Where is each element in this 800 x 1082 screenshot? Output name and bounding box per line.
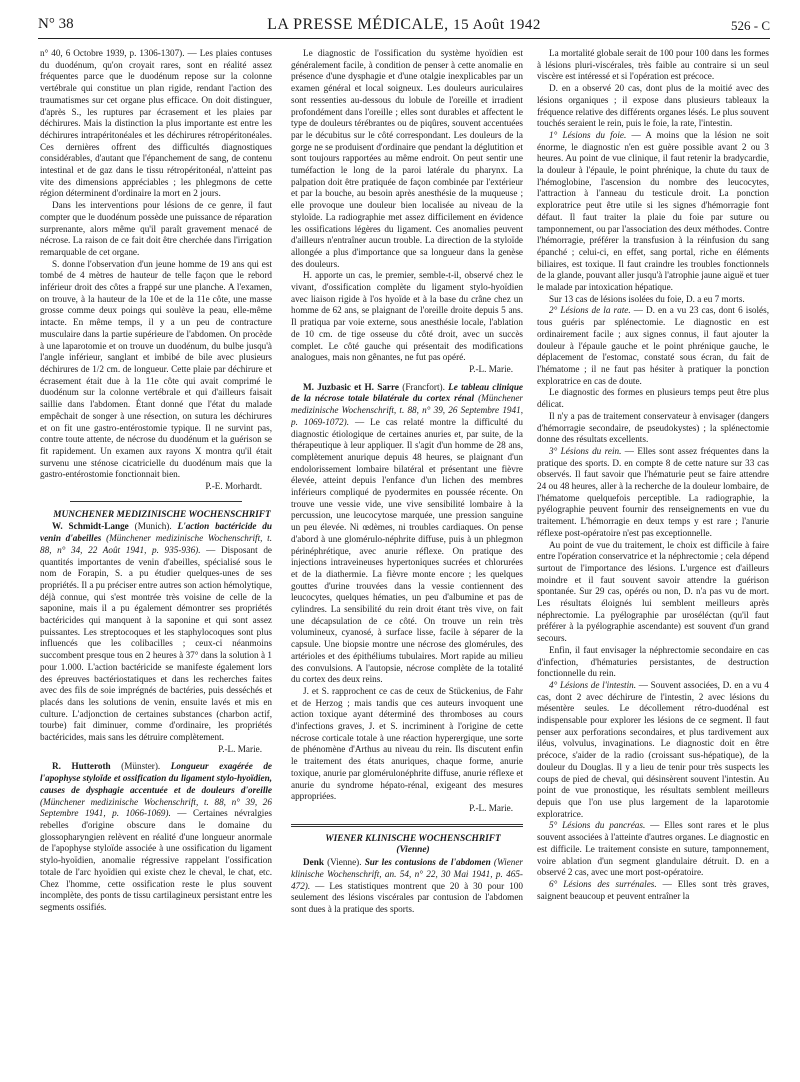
paragraph: Le diagnostic des formes en plusieurs temps peut être plus délicat. (537, 387, 769, 410)
paragraph: Il n'y a pas de traitement conservateur à envisager (dangers d'hémorragie secondaire, de pseudokystes) ; la splénectomie donne des résultats excellents. (537, 410, 769, 445)
lesion-heading: 5° Lésions du pancréas. (549, 820, 646, 831)
article-city: (Munich). (128, 521, 178, 532)
article-text: — Certaines névralgies rebelles d'origine obscure dans le domaine du glossopharyngien relèvent en réalité d'une longueur anormale de l'apophyse styloïde associée à une ossification du ligament stylo-hyoïdien, anomalie régressive rappelant l'ossification totale de l'arc hyoïdien qui existe chez le cheval, le chat, etc. Chez l'homme, cette ossification reste le plus souvent incomplète, des ponts de tissu cartilagineux persistant entre les segments ossifiés. (40, 808, 272, 912)
article-abstract (40, 521, 272, 743)
lesion-section (537, 820, 769, 879)
paragraph: Au point de vue du traitement, le choix est difficile à faire entre l'opération conservatrice et la néphrectomie ; cela dépend surtout de l'importance des lésions. L'urgence est d'ailleurs moindre et il faut souvent savoir attendre la guérison spontanée. Sur 29 cas, opérés ou non, D. n'a pas vu de mort. Les résultats éloignés lui semblent meilleurs après néphrectomie. La pyélographie par uroséléctan (qu'il faut préférer à la pyélographie ascendante) est souvent d'un grand secours. (537, 539, 769, 644)
paragraph: Sur 13 cas de lésions isolées du foie, D. a eu 7 morts. (549, 293, 745, 304)
lesion-text: — Souvent associées, D. en a vu 4 cas, dont 2 avec déchirure de l'intestin, 2 avec lésions du mésentère seules. Le décollement rétro-duodénal est indispensable pour explorer les lésions de ce segment. Il faut penser aux perforations secondaires, et plus tardivement aux iléus, volvulus, invaginations. Le diagnostic doit en être précoce, s'aider de la radio (croissant sus-hépatique), de la douleur du Douglas. Il y a lieu de tenir pour très suspects les coups de pied de cheval, qui désinsèrent souvent l'intestin. Au point de vue pronostique, les résultats semblent meilleurs depuis que l'on use plus largement de la laparotomie exploratrice. (537, 679, 769, 819)
article-author: M. Juzbasic et H. Sarre (303, 381, 400, 392)
article-reference: (Wiener klinische Wochenschrift, an. 54, n° 22, 30 Mai 1941, p. 465-472). (291, 857, 523, 891)
lesion-text: — Elles sont rares et le plus souvent associées à l'atteinte d'autres organes. Le diagnostic en est difficile. Le traitement consiste en suture, tamponnement, voire ablation d'un segment glandulaire détruit. D. en a observé 2 cas, avec une mort post-opératoire. (537, 820, 769, 878)
divider (70, 501, 242, 502)
signature: P.-L. Marie. (469, 803, 513, 813)
paragraph: La mortalité globale serait de 100 pour 100 dans les formes à lésions pluri-viscérales, très faible au contraire si un seul viscère est intéressé et si l'opération est précoce. (537, 48, 769, 82)
paragraph: Enfin, il faut envisager la néphrectomie secondaire en cas d'infection, d'hématuries persistantes, de destruction fonctionnelle du rein. (537, 644, 769, 679)
paragraph: n° 40, 6 Octobre 1939, p. 1306-1307). — Les plaies contuses du duodénum, qu'on croyait rares, sont en réalité assez fréquentes parce que le duodénum repose sur la colonne vertébrale qui constitue un plan rigide, rendant l'action des traumatismes sur cet organe plus efficace. On doit distinguer, d'après S., les ruptures par écrasement et les plaies par déchirures. Mais la distinction la plus importante est entre les déchirures intrapéritonéales et les déchirures rétropéritonéales. Ces dernières offrent des difficultés diagnostiques considérables, d'autant que l'épanchement de sang, de contenu intestinal et de gaz dans le tissu rétropéritonéal, n'atteint pas vite des dimensions appréciables ; les phlegmons de cette région déterminent d'ordinaire la mort en 2 jours. (40, 48, 272, 199)
section-heading: WIENER KLINISCHE WOCHENSCHRIFT (325, 833, 501, 844)
lesion-section (537, 130, 769, 294)
lesion-text: — A moins que la lésion ne soit énorme, le diagnostic n'en est guère possible avant 2 ou 3 heures. Au point de vue clinique, il faut retenir la bradycardie, la douleur à l'épaule, le point phrénique, la chute du taux de l'hémoglobine, l'ascension du nombre des leucocytes, l'attraction à l'anneau du testicule droit. La ponction exploratrice peut être utile si les signes d'hémorragie font défaut. Il faut traiter la plaie du foie par suture ou tamponnement, ou par l'association des deux méthodes. Contre l'hémorragie, préférer la transfusion à la réinfusion du sang épanché ; celui-ci, en effet, sang portal, riche en éléments biliaires, est toxique. Il faut craindre les troubles fonctionnels de la glande, pouvant aller jusqu'à l'atrophie jaune aiguë et tuer le malade par intoxication hépatique. (537, 129, 769, 293)
article-city: (Vienne). (323, 857, 365, 868)
article-text: — Les statistiques montrent que 20 à 30 pour 100 seulement des lésions viscérales par contusion de l'abdomen sont dues à la pratique des sports. (291, 880, 523, 914)
lesion-text: — Elles sont très graves, saignent beaucoup et peuvent entraîner la (537, 878, 769, 901)
article-author: Denk (303, 857, 324, 868)
column-middle (291, 48, 523, 1068)
column-left (40, 48, 272, 1068)
lesion-text: — Elles sont assez fréquentes dans la pratique des sports. D. en compte 8 de cette nature sur 33 cas observés. Il faut savoir que l'hématurie peut se faire attendre 24 ou 48 heures, aller à la recherche de la douleur lombaire, de l'hématome quelquefois perceptible. La radiographie, la pyélographie peuvent fournir des renseignements en vue du traitement. L'hémorragie en deux temps y est rare ; l'anurie réflexe post-opératoire n'est pas exceptionnelle. (537, 445, 769, 538)
lesion-section (537, 680, 769, 820)
article-text: — Le cas relaté montre la difficulté du diagnostic étiologique de certaines anuries et, par suite, de la thérapeutique à leur appliquer. Il s'agit d'un homme de 28 ans, complètement anurique depuis 48 heures, se plaignant d'un endolorissement lombaire bilatéral et présentant une fièvre élevée, atteint depuis l'enfance d'un lichen des membres inférieurs compliqué de pyodermites en poussée récente. On trouve une vessie vide, une vive sensibilité lombaire à la percussion, une leucocytose marquée, une pression sanguine un peu élevée. Ni œdèmes, ni troubles cardiaques. On pense d'abord à une glomérulo-néphrite diffuse, puis à un phlegmon périnéphrétique, avec anurie réflexe. On pratique des injections intraveineuses hypertoniques sucrées et chlorurées et de la diathermie. La fièvre monte encore ; les quelques gouttes d'urine trouvées dans la vessie contiennent des leucocytes, quelques hématies, un peu d'albumine et pas de cylindres. La sensibilité du rein droit étant très vive, on fait une décapsulation de ce côté. On trouve un rein très volumineux, cyanosé, à surface lisse, facile à séparer de la capsule. Une biopsie montre une nécrose des glomérules, des artérioles et des épithéliums tubulaires. Mort rapide au milieu des convulsions. A l'autopsie, nécrose complète de la totalité du cortex des deux reins. (291, 416, 523, 685)
paragraph: D. en a observé 20 cas, dont plus de la moitié avec des lésions organiques ; il expose dans plusieurs tableaux la fréquence relative des différents organes lésés. Le plus souvent touchés seraient le rein, puis le foie, la rate, l'intestin. (537, 83, 769, 129)
lesion-section (537, 879, 769, 902)
signature: P.-E. Morhardt. (205, 481, 262, 492)
section-heading: MUNCHENER MEDIZINISCHE WOCHENSCHRIFT (53, 509, 271, 520)
article-abstract (291, 382, 523, 686)
page-number: N° 38 (38, 16, 74, 32)
column-right (537, 48, 769, 1068)
article-title: Le tableau clinique de la nécrose totale bilatérale du cortex rénal (291, 381, 523, 404)
article-reference: (Münchener medizinische Wochenschrift, t. 88, n° 39, 26 Septembre 1941, p. 1066-1069). (40, 796, 272, 819)
lesion-heading: 3° Lésions du rein. (549, 445, 622, 456)
lesion-heading: 4° Lésions de l'intestin. (549, 679, 637, 690)
article-city: (Francfort). (399, 381, 449, 392)
divider (291, 824, 523, 827)
lesion-text: — D. en a vu 23 cas, dont 6 isolés, tous guéris par splénectomie. Le diagnostic en est ordinairement facile ; aux signes connus, il faut ajouter la douleur à l'épaule gauche et le point phrénique gauche, le déplacement de l'estomac, constaté sous écran, du fait de l'hématome ; il ne faut pas hésiter à pratiquer la ponction exploratrice en cas de doute. (537, 305, 769, 386)
lesion-section (537, 305, 769, 387)
article-title: Sur les contusions de l'abdomen (364, 857, 491, 868)
section-subheading: (Vienne) (396, 845, 430, 856)
issue-date: 15 Août 1942 (453, 17, 541, 33)
paragraph: H. apporte un cas, le premier, semble-t-il, observé chez le vivant, d'ossification complète du ligament stylo-hyoïdien avec liaison rigide à l'os hyoïde et à la base du crâne chez un homme de 62 ans, se plaignant de l'oreille droite depuis 5 ans. Il pratiqua par voie externe, sous anesthésie locale, l'ablation de 10 cm. de tige osseuse du côté droit, avec un succès complet. Le côté gauche qui présentait des modifications analogues, mais non gênantes, ne fut pas opéré. (291, 270, 523, 363)
article-title: L'action bactéricide du venin d'abeilles (40, 521, 272, 544)
paragraph: J. et S. rapprochent ce cas de ceux de Stückenius, de Fahr et de Herzog ; mais tandis que ces auteurs invoquent une action toxique ayant déterminé des thromboses au cours d'infections graves, J. et S. incriminent à l'origine de cette nécrose corticale totale à une réaction hyperergique, une sorte de phénomène d'Arthus au niveau du rein. Ils discutent enfin le traitement des états anuriques, chaque forme, anurie toxique, anurie par glomérulonéphrite diffuse, anurie réflexe et anurie du syndrome hépato-rénal, exigeant des mesures appropriées. (291, 685, 523, 802)
lesion-heading: 1° Lésions du foie. (549, 129, 627, 140)
running-title (38, 16, 770, 34)
journal-name: LA PRESSE MÉDICALE, (267, 16, 449, 33)
article-author: W. Schmidt-Lange (52, 521, 129, 532)
article-abstract (291, 857, 523, 916)
lesion-heading: 2° Lésions de la rate. (549, 305, 631, 316)
article-reference: (Münchener medizinische Wochenschrift, t. 88, n° 39, 26 Septembre 1941, p. 1069-1072). (291, 393, 523, 427)
article-city: (Münster). (110, 761, 171, 772)
article-text: — Disposant de quantités importantes de venin d'abeilles, spécialisé sous le nom de Forapin, S. a pu étudier quelques-unes de ses propriétés. Il a pu préciser entre autres son action hémolytique, déjà connue, qui s'est montrée très voisine de celle de la saponine, mais il a pu également démontrer ses propriétés bactéricides qui manquent à la saponine et qui sont assez puissantes. Les streptocoques et les staphylocoques sont plus influencés que les colibacilles ; ceux-ci néanmoins succombent presque tous en 2 heures à 37° dans la solution à 1 pour 1.000. L'action bactéricide se manifeste également lors des épreuves bactériostatiques et dans les recherches faites avec des fils de soie imprégnés de bactéries, puis desséchés et placés dans les solutions de venin, ensuite lavés et mis en culture. L'adjonction de certaines substances (charbon actif, tourbe) fait diminuer, comme d'ordinaire, les propriétés bactéricides, mais sans les détruire complètement. (40, 544, 272, 743)
article-author: R. Hutteroth (52, 761, 111, 772)
lesion-heading: 6° Lésions des surrénales. (549, 878, 657, 889)
paragraph: S. donne l'observation d'un jeune homme de 19 ans qui est tombé de 4 mètres de hauteur de telle façon que le rebord inférieur droit des côtes a frappé sur une planche. A l'examen, on trouve, à la hauteur de la 10e et de la 11e côte, une masse grosse comme deux poings qui soulève la peau, elle-même intacte. En même temps, il y a un peu de contracture musculaire dans la partie supérieure de l'abdomen. On procède à une laparotomie et on trouve un duodénum, du bulbe jusqu'à l'angle inférieur, sanglant et imbibé de bile avec plusieurs déchirures de 1/2 cm. de longueur. Cette plaie par déchirure et écrasement était due à la 11e côte qui avait comprimé le duodénum sur la colonne vertébrale et qui d'ailleurs faisait saillie dans l'abdomen. Étant donné que l'état du malade empêchait de songer à une résection, on sutura les déchirures et on fit une gastro-entérostomie typique. Il ne survint pas, contre toute attente, de nécrose du duodénum et la guérison se fit rapidement. Un examen aux rayons X montra qu'il était survenu une sténose cicatricielle du duodénum mais que la gastro-entérostomie fonctionnait bien. (40, 258, 272, 480)
paragraph: Le diagnostic de l'ossification du système hyoïdien est généralement facile, à condition de penser à cette anomalie en présence d'une dysphagie et d'une otalgie inexplicables par un examen général et local soigneux. Les douleurs auriculaires sont ressenties au-dessous du lobule de l'oreille et irradient profondément dans l'oreille ; elles sont durables et affectent le type de douleurs térébrantes ou de piqûres, souvent accentuées par le décubitus sur le côté correspondant. Les douleurs de la gorge ne se produisent d'ordinaire que pendant la déglutition et sont toujours rapportées au même endroit. On peut sentir une tuméfaction le long de la paroi latérale du pharynx. La palpation doit être pratiquée de façon combinée par l'extérieur et par la bouche, au besoin après anesthésie de la muqueuse ; elle provoque une douleur bien localisée au niveau de la styloïde. La radiographie met assez difficilement en évidence les ossifications légères du ligament. Ces anomalies peuvent d'ailleurs n'entraîner aucun trouble. La direction de la styloïde allongée a plus d'importance que sa longueur dans la genèse des douleurs. (291, 48, 523, 269)
signature: P.-L. Marie. (469, 363, 513, 374)
paragraph: Dans les interventions pour lésions de ce genre, il faut compter que le duodénum possède une puissance de réparation surprenante, alors même qu'il paraît gravement menacé de nécrose. La raison de ce fait doit être cherchée dans l'irrigation remarquable de cet organe. (40, 200, 272, 257)
article-title: Longueur exagérée de l'apophyse styloïde et ossification du ligament stylo-hyoïdien, causes de dysphagie accentuée et de douleurs d'oreille (40, 761, 272, 795)
signature: P.-L. Marie. (218, 743, 262, 754)
article-reference: (Münchener medizinische Wochenschrift, t. 88, n° 34, 22 Août 1941, p. 935-936). (40, 533, 272, 555)
page-header (38, 16, 770, 39)
folio: 526 - C (731, 18, 770, 33)
article-abstract (40, 761, 272, 913)
lesion-section (537, 446, 769, 540)
